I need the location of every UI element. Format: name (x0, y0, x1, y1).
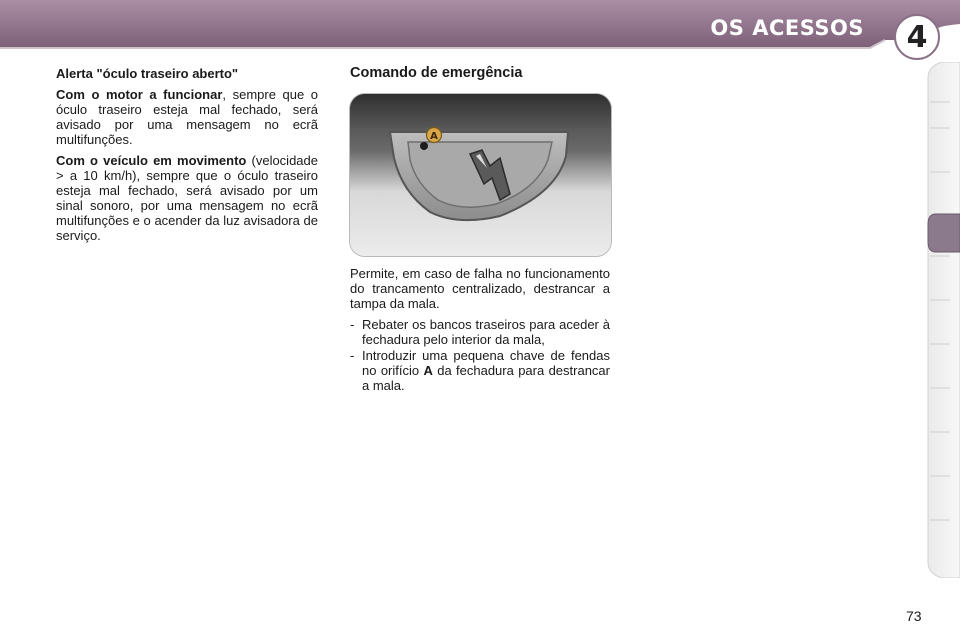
bullet-dash: - (350, 348, 355, 363)
vehicle-moving-text: (velocidade > a 10 km/h), sempre que o óculo traseiro esteja mal fechado, será avisado por um sinal sonoro, por uma mensagem no ecrã multifunções e o acender da luz avisadora de serviço. (56, 153, 318, 243)
boot-lock-drawing (350, 94, 611, 256)
chapter-title: OS ACESSOS (710, 16, 864, 40)
middle-column-heading-wrap (350, 66, 610, 81)
left-column (56, 66, 318, 249)
page-number: 73 (906, 608, 922, 624)
marker-a-label: A (430, 131, 438, 142)
step-item-2-text-start: Introduzir uma pequena chave de fendas no orifício (362, 348, 610, 378)
chapter-number: 4 (906, 19, 928, 55)
chapter-header (0, 0, 960, 56)
engine-running-lead: Com o motor a funcionar (56, 87, 223, 102)
step-item-1-text: Rebater os bancos traseiros para aceder à fechadura pelo interior da mala, (362, 317, 610, 347)
chapter-tabs-graphic (926, 62, 960, 578)
chapter-tab-strip (926, 62, 960, 578)
step-item-2-marker: A (423, 363, 433, 378)
emergency-intro-text: Permite, em caso de falha no funcionamento do trancamento centralizado, destrancar a tampa da mala. (350, 266, 610, 311)
engine-running-text: , sempre que o óculo traseiro esteja mal fechado, será avisado por uma mensagem no ecrã multifunções. (56, 87, 319, 147)
middle-column-body (350, 266, 610, 394)
active-chapter-tab (928, 214, 960, 252)
vehicle-moving-lead: Com o veículo em movimento (56, 153, 247, 168)
vehicle-moving-paragraph (56, 153, 318, 243)
engine-running-paragraph (56, 87, 318, 147)
boot-lock-illustration (349, 93, 612, 257)
rear-window-alert-heading: Alerta "óculo traseiro aberto" (56, 66, 239, 81)
emergency-control-heading: Comando de emergência (350, 65, 523, 81)
step-item-2-text-end: da fechadura para destrancar a mala. (362, 363, 610, 393)
bullet-dash: - (350, 317, 355, 332)
emergency-steps-list (350, 317, 610, 393)
step-item-2 (350, 348, 610, 393)
step-item-1 (350, 317, 610, 347)
